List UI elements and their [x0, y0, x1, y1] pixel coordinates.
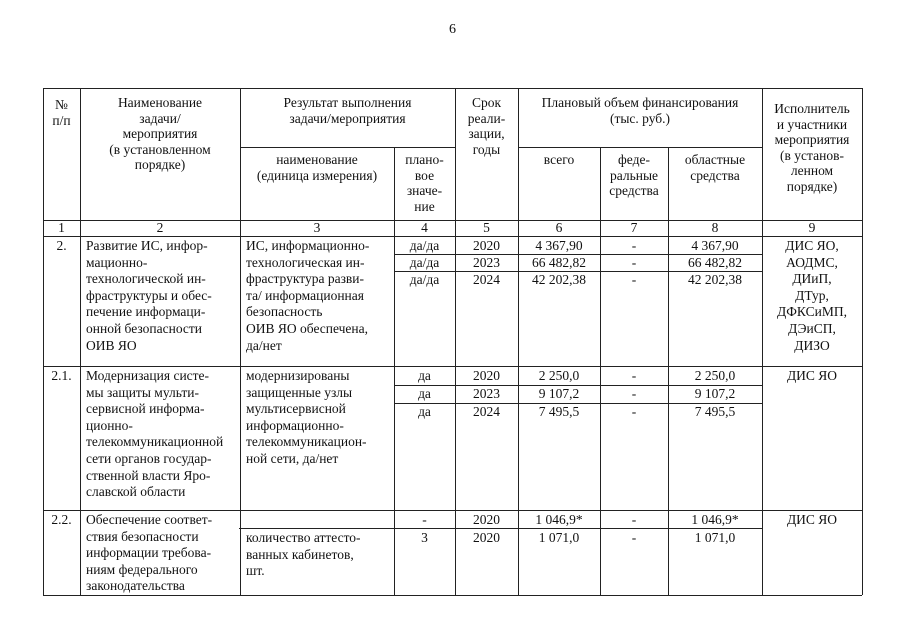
- year-value: 2024: [473, 404, 500, 419]
- column-number: 1: [58, 220, 65, 235]
- header-executor: ленном: [790, 163, 834, 179]
- header-fin-federal: феде-: [618, 152, 650, 167]
- header-executor: порядке): [786, 179, 838, 194]
- header-executor: мероприятия: [774, 132, 850, 148]
- task-name-line: ниям федерального: [86, 561, 198, 577]
- executor-line: ДИС ЯО,: [785, 238, 839, 253]
- row-number: 2.1.: [51, 368, 72, 383]
- header-name: задачи/: [139, 110, 181, 126]
- total-value: 7 495,5: [538, 404, 580, 419]
- result-subheader-line: [240, 147, 455, 148]
- result-name-line: мультисервисной: [246, 401, 346, 417]
- regional-value: 42 202,38: [688, 272, 742, 287]
- header-name: (в установленном: [109, 141, 211, 157]
- result-name-line: да/нет: [246, 337, 282, 353]
- plan-value: 3: [421, 530, 428, 545]
- task-name-line: Обеспечение соответ-: [86, 512, 213, 527]
- task-name-line: информации требова-: [86, 545, 212, 561]
- regional-value: 1 071,0: [694, 530, 736, 545]
- total-value: 4 367,90: [535, 238, 583, 253]
- column-number: 7: [630, 220, 638, 235]
- header-result-plan: вое: [414, 167, 435, 183]
- header-result: задачи/мероприятия: [289, 110, 406, 126]
- executor-line: ДИЗО: [794, 337, 830, 353]
- header-term: реали-: [467, 110, 506, 126]
- result-name-line: технологическая ин-: [246, 254, 365, 270]
- executor-line: ДИиП,: [792, 271, 832, 287]
- task-name-line: сервисной информа-: [86, 401, 205, 417]
- header-fin-total: всего: [543, 152, 575, 167]
- result-name-line: ной сети, да/нет: [246, 451, 339, 466]
- plan-value: -: [422, 512, 427, 527]
- header-term: Срок: [471, 95, 502, 110]
- task-name-line: сети органов государ-: [86, 451, 212, 466]
- header-name: мероприятия: [122, 126, 198, 142]
- year-value: 2020: [473, 368, 500, 383]
- federal-value: -: [631, 530, 637, 545]
- header-finance: Плановый объем финансирования: [541, 95, 739, 110]
- header-result-name: (единица измерения): [256, 167, 378, 183]
- executor-line: ДТур,: [795, 287, 829, 303]
- plan-value: да/да: [409, 272, 440, 287]
- result-name-line: та/ информационная: [246, 287, 364, 303]
- header-executor: и участники: [776, 116, 848, 132]
- task-name-line: ственной власти Яро-: [86, 467, 211, 483]
- task-name-line: печение информаци-: [86, 304, 206, 320]
- header-num: №: [55, 97, 68, 112]
- header-executor: Исполнитель: [774, 101, 850, 116]
- executor-line: ДФКСиМП,: [777, 304, 847, 320]
- task-name-line: ционно-: [86, 417, 133, 433]
- executor-line: АОДМС,: [786, 254, 838, 270]
- federal-value: -: [631, 238, 637, 253]
- federal-value: -: [631, 272, 637, 287]
- column-number: 3: [313, 220, 321, 235]
- table-border-top: [43, 88, 862, 89]
- regional-value: 2 250,0: [694, 368, 736, 383]
- header-finance: (тыс. руб.): [609, 110, 671, 126]
- column-number: 2: [156, 220, 164, 235]
- task-name-line: ОИВ ЯО: [86, 337, 137, 353]
- header-fin-federal: средства: [609, 183, 659, 199]
- result-name-line: безопасность: [246, 304, 323, 320]
- header-result-plan: значе-: [406, 183, 443, 199]
- column-number: 5: [483, 220, 490, 235]
- year-value: 2020: [473, 238, 500, 253]
- header-result-name: наименование: [276, 152, 358, 167]
- header-result-plan: ние: [414, 198, 435, 214]
- finance-subheader-line: [518, 147, 762, 148]
- header-num: п/п: [52, 112, 71, 128]
- header-result-plan: плано-: [405, 152, 444, 167]
- regional-value: 66 482,82: [688, 255, 742, 270]
- total-value: 1 046,9*: [535, 512, 583, 527]
- result-name-line: фраструктура разви-: [246, 271, 365, 287]
- result-name-line: телекоммуникацион-: [246, 434, 367, 450]
- total-value: 2 250,0: [538, 368, 580, 383]
- year-value: 2023: [473, 255, 500, 270]
- row-number: 2.2.: [51, 512, 72, 527]
- plan-value: да: [418, 404, 431, 419]
- result-name-line: шт.: [246, 563, 265, 579]
- row-separator: [43, 510, 862, 511]
- regional-value: 1 046,9*: [691, 512, 739, 527]
- total-value: 66 482,82: [532, 255, 586, 270]
- header-term: зации,: [468, 126, 505, 142]
- column-number: 9: [808, 220, 816, 235]
- total-value: 42 202,38: [532, 272, 586, 287]
- federal-value: -: [631, 255, 637, 270]
- federal-value: -: [631, 404, 637, 419]
- column-border-9: [862, 88, 863, 595]
- result-name-line: ОИВ ЯО обеспечена,: [246, 321, 369, 336]
- table-border-bottom: [43, 595, 862, 596]
- header-term: годы: [472, 141, 501, 157]
- year-value: 2024: [473, 272, 500, 287]
- task-name-line: Развитие ИС, инфор-: [86, 238, 208, 253]
- plan-value: да: [418, 368, 431, 383]
- result-name-line: информационно-: [246, 417, 344, 433]
- regional-value: 9 107,2: [694, 386, 736, 401]
- task-name-line: фраструктуры и обес-: [86, 287, 212, 303]
- row-number: 2.: [56, 238, 67, 253]
- result-name-line: ИС, информационно-: [246, 238, 370, 253]
- task-name-line: технологической ин-: [86, 271, 206, 287]
- result-name-line: модернизированы: [246, 368, 350, 383]
- plan-value: да/да: [409, 238, 440, 253]
- executor-line: ДЭиСП,: [788, 321, 836, 336]
- task-name-line: славской области: [86, 484, 186, 500]
- header-executor: (в установ-: [780, 147, 844, 163]
- year-value: 2020: [473, 530, 500, 545]
- header-name: Наименование: [117, 95, 203, 110]
- header-fin-regional: средства: [690, 167, 740, 183]
- task-name-line: ствия безопасности: [86, 528, 199, 544]
- task-name-line: законодательства: [86, 578, 185, 594]
- year-value: 2020: [473, 512, 500, 527]
- federal-value: -: [631, 512, 637, 527]
- executor-line: ДИС ЯО: [786, 368, 838, 383]
- result-name-line: ванных кабинетов,: [246, 546, 354, 562]
- total-value: 9 107,2: [538, 386, 580, 401]
- plan-value: да/да: [409, 255, 440, 270]
- result-name-line: защищенные узлы: [246, 384, 353, 400]
- regional-value: 7 495,5: [694, 404, 736, 419]
- task-name-line: Модернизация систе-: [86, 368, 210, 383]
- header-result: Результат выполнения: [283, 95, 412, 110]
- row-separator: [43, 366, 862, 367]
- executor-line: ДИС ЯО: [786, 512, 838, 527]
- federal-value: -: [631, 386, 637, 401]
- column-number: 6: [555, 220, 563, 235]
- task-name-line: мационно-: [86, 254, 148, 270]
- column-number: 4: [421, 220, 428, 235]
- plan-value: да: [418, 386, 431, 401]
- header-fin-federal: ральные: [609, 167, 659, 183]
- column-number: 8: [711, 220, 719, 235]
- task-name-line: онной безопасности: [86, 321, 203, 336]
- task-name-line: телекоммуникационной: [86, 434, 224, 450]
- sub-line-separator: [239, 528, 762, 529]
- header-name: порядке): [134, 157, 186, 173]
- header-fin-regional: областные: [684, 152, 746, 167]
- result-name-line: количество аттесто-: [246, 530, 361, 545]
- total-value: 1 071,0: [538, 530, 580, 545]
- regional-value: 4 367,90: [691, 238, 739, 253]
- year-value: 2023: [473, 386, 500, 401]
- federal-value: -: [631, 368, 637, 383]
- task-name-line: мы защиты мульти-: [86, 384, 199, 400]
- page-number: 6: [449, 22, 456, 37]
